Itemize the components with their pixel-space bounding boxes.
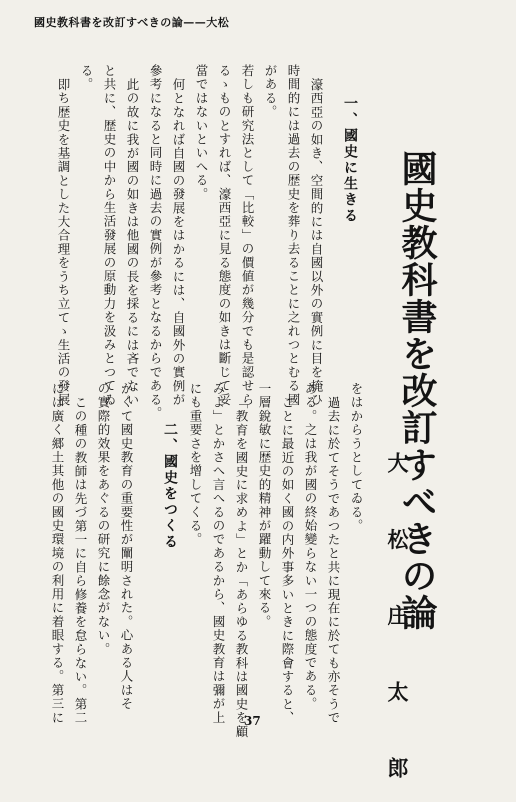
section-1-heading: 一、國史に生きる — [342, 96, 358, 224]
text-line: 即ち歴史を基調とした大合理をうち立てゝ生活の發展 — [56, 78, 71, 407]
upper-text-block — [52, 64, 328, 421]
running-head: 國史教科書を改訂すべきの論——大松 — [34, 16, 230, 29]
text-line: をはからうとしてゐる。 — [349, 382, 364, 533]
author-name: 大 松 庄 太 郎 — [385, 452, 410, 802]
page-number: 37 — [244, 714, 261, 728]
text-line: には廣く郷土其他の國史環境の利用に着眼する。第三に — [50, 382, 65, 725]
text-line: がある。 — [263, 64, 278, 119]
text-line: 參考になると同時に過去の實例が參考となるからである。 — [148, 64, 163, 421]
text-line: の實際的效果をあぐるの研究に餘念がない。 — [96, 382, 111, 656]
text-line: と共に、歴史の中から生活發展の原動力を汲みとつてゐ — [102, 64, 117, 407]
text-line: 「教育を國史に求めよ」とか「あらゆる教科は國史を顧 — [234, 396, 249, 739]
text-line: みよ」とかさへ言へるのであるから、國史教育は彌が上 — [211, 382, 226, 725]
text-line: かくて國史教育の重要性が闡明された。心ある人はそ — [119, 382, 134, 711]
text-line: 若しも研究法として「比較」の價値が幾分でも是認せら — [240, 64, 255, 407]
text-line: 一層銳敏に歴史的精神が躍動して來る。 — [257, 382, 272, 629]
text-line: にも重要さを增してくる。 — [188, 382, 203, 547]
lower-left-text-block — [46, 382, 138, 725]
article-title: 國史教科書を改訂すべきの論 — [396, 150, 438, 631]
text-line: 過去に於てそうであつたと共に現在に於ても亦そうで — [326, 396, 341, 725]
text-line: 何となれば自國の發展をはかるには、自國外の實例が — [171, 78, 186, 407]
text-line: ことに最近の如く國の内外事多いときに際會すると、 — [280, 396, 295, 725]
text-line: この種の教師は先づ第一に自ら修養を怠らない。第二 — [73, 396, 88, 725]
text-line: 時間的には過去の歴史を葬り去ることに之れつとむる國 — [286, 64, 301, 407]
section-2-heading: 二、國史をつくる — [162, 422, 178, 550]
text-line: 當ではないといへる。 — [194, 64, 209, 201]
text-line: る。 — [79, 64, 94, 92]
text-line: ある。之は我が國の終始變らない一つの態度である。 — [303, 382, 318, 711]
text-line: 此の故に我が國の如きは他國の長を採るには吝でない — [125, 78, 140, 407]
text-line: るゝものとすれば、濠西亞に見る態度の如きは斷じて妥 — [217, 64, 232, 407]
text-line: 濠西亞の如き、空間的には自國以外の實例に目を掩ひ — [309, 78, 324, 407]
